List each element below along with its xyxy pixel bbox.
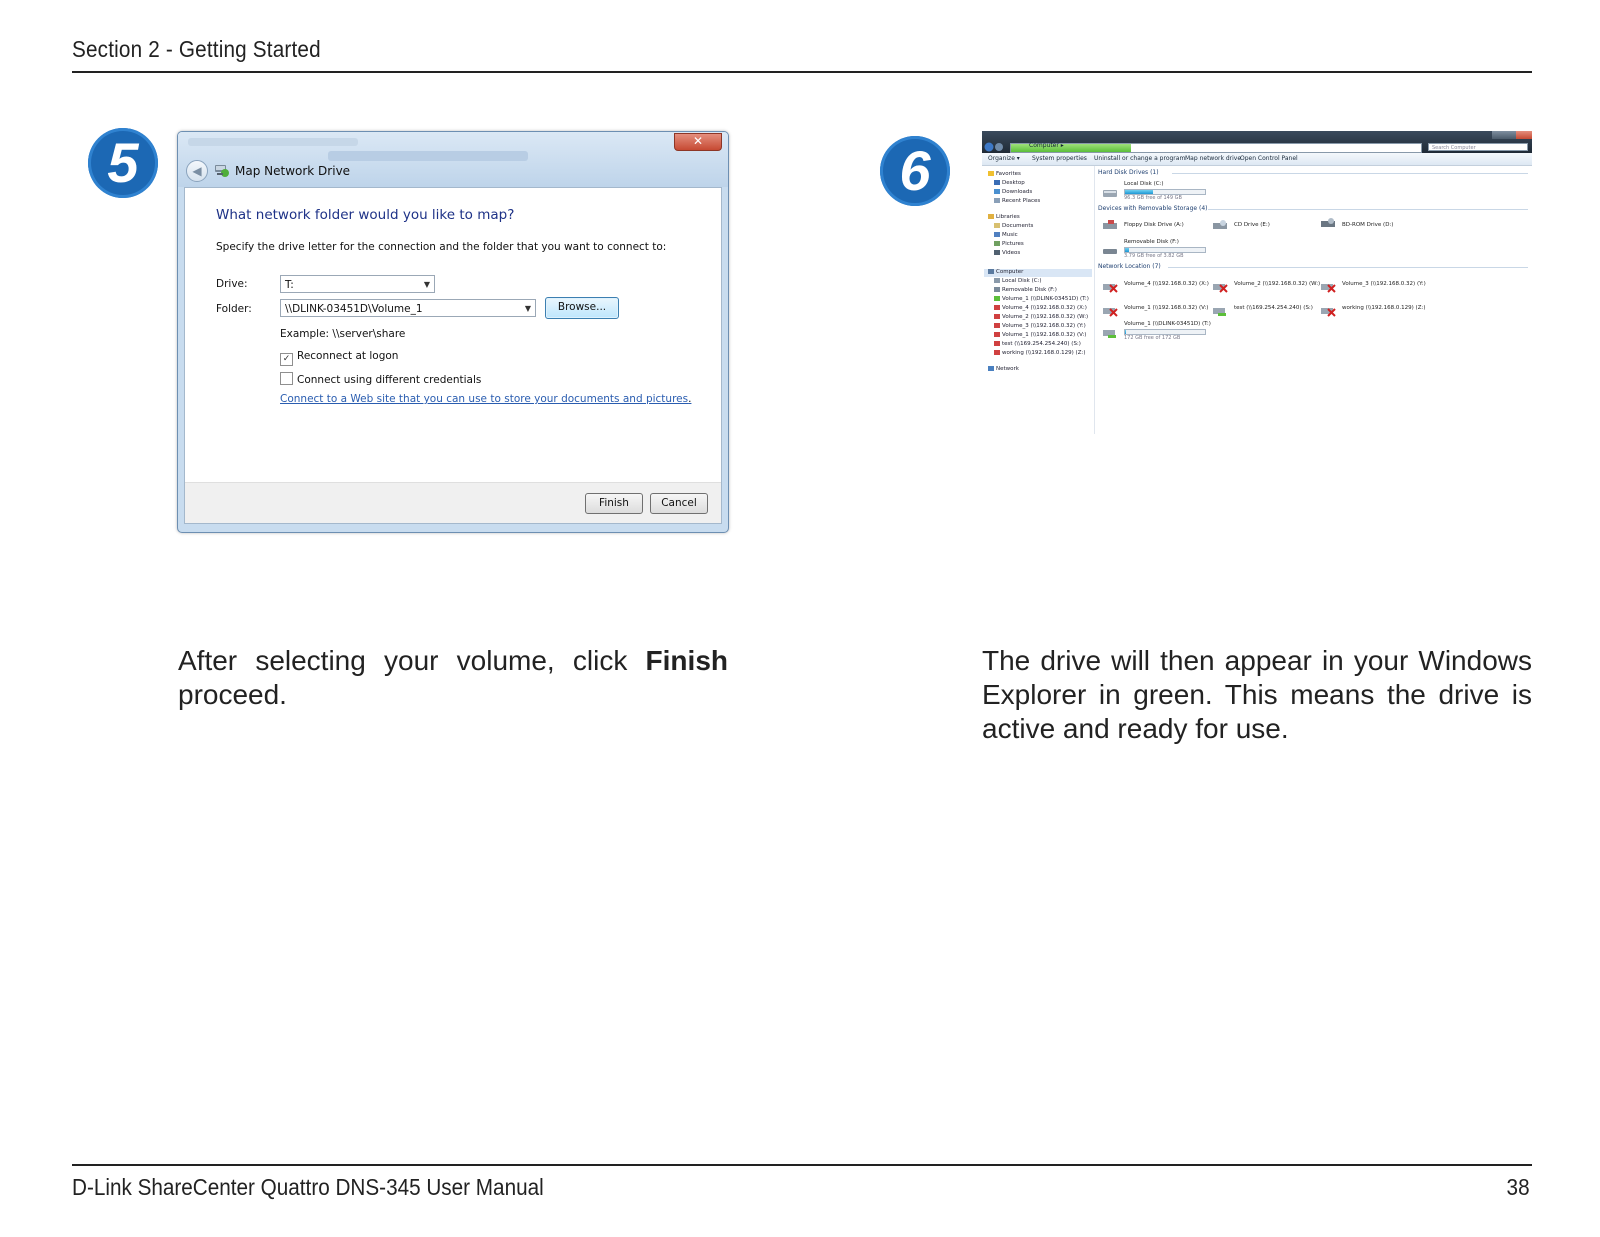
music-icon — [994, 232, 1000, 237]
disconnected-drive-icon — [994, 314, 1000, 319]
close-button[interactable] — [1516, 131, 1532, 139]
folder-value: \\DLINK-03451D\Volume_1 — [285, 303, 423, 315]
desktop-icon — [994, 180, 1000, 185]
nav-volume-w[interactable]: Volume_2 (\\192.168.0.32) (W:) — [994, 314, 1088, 320]
local-disk-size: 96.3 GB free of 149 GB — [1124, 195, 1182, 201]
floppy-drive-icon — [1102, 219, 1118, 231]
drive-value: T: — [285, 279, 294, 291]
nav-recent-places[interactable]: Recent Places — [994, 198, 1040, 204]
nav-libraries[interactable]: Libraries — [988, 214, 1020, 220]
network-volume-t-label[interactable]: Volume_1 (\\DLINK-03451D) (T:) — [1124, 321, 1211, 327]
blurred-title-text — [188, 138, 358, 146]
disconnected-drive-icon — [994, 341, 1000, 346]
nav-documents[interactable]: Documents — [994, 223, 1033, 229]
computer-icon — [988, 269, 994, 274]
disconnected-drive-icon — [1102, 305, 1118, 317]
nav-volume-y[interactable]: Volume_3 (\\192.168.0.32) (Y:) — [994, 323, 1086, 329]
downloads-icon — [994, 189, 1000, 194]
nav-videos[interactable]: Videos — [994, 250, 1020, 256]
navigation-pane — [982, 166, 1095, 434]
network-volume-y-label[interactable]: Volume_3 (\\192.168.0.32) (Y:) — [1342, 281, 1426, 287]
network-drive-icon — [214, 162, 230, 178]
folder-label: Folder: — [216, 303, 252, 315]
credentials-checkbox[interactable] — [280, 372, 293, 385]
cancel-button[interactable]: Cancel — [650, 493, 708, 514]
address-text: Computer ▸ — [1029, 142, 1064, 149]
nav-music[interactable]: Music — [994, 232, 1018, 238]
nav-desktop[interactable]: Desktop — [994, 180, 1025, 186]
dialog-body — [184, 187, 722, 524]
dialog-instruction: Specify the drive letter for the connection and the folder that you want to connect to: — [216, 241, 667, 253]
reconnect-label: Reconnect at logon — [297, 350, 399, 362]
reconnect-checkbox[interactable]: ✓ — [280, 353, 293, 366]
disconnected-drive-icon — [1102, 281, 1118, 293]
back-forward-icon[interactable] — [984, 142, 1006, 152]
toolbar-system-properties[interactable]: System properties — [1032, 155, 1087, 162]
local-disk-label[interactable]: Local Disk (C:) — [1124, 181, 1164, 187]
close-button[interactable]: ✕ — [674, 133, 722, 151]
folder-input[interactable] — [280, 299, 536, 317]
toolbar-map-network-drive[interactable]: Map network drive — [1185, 155, 1242, 162]
library-icon — [988, 214, 994, 219]
windows-explorer-screenshot — [982, 131, 1532, 434]
section-divider — [1208, 209, 1528, 210]
disconnected-drive-icon — [994, 332, 1000, 337]
disconnected-drive-icon — [1320, 305, 1336, 317]
back-arrow-icon[interactable]: ◀ — [186, 160, 208, 182]
disconnected-drive-icon — [1212, 281, 1228, 293]
window-controls[interactable] — [1492, 131, 1516, 139]
finish-button[interactable]: Finish — [585, 493, 643, 514]
dialog-question: What network folder would you like to map? — [216, 207, 515, 223]
explorer-title-bar — [982, 131, 1532, 153]
nav-working-z[interactable]: working (\\192.168.0.129) (Z:) — [994, 350, 1085, 356]
recent-icon — [994, 198, 1000, 203]
nav-network[interactable]: Network — [988, 366, 1019, 372]
nav-computer[interactable]: Computer — [988, 269, 1023, 275]
disconnected-drive-icon — [1320, 281, 1336, 293]
reconnect-option[interactable] — [280, 350, 398, 366]
footer-manual-title: D-Link ShareCenter Quattro DNS-345 User Manual — [72, 1174, 544, 1200]
nav-removable-disk[interactable]: Removable Disk (F:) — [994, 287, 1057, 293]
network-working-z-label[interactable]: working (\\192.168.0.129) (Z:) — [1342, 305, 1426, 311]
star-icon — [988, 171, 994, 176]
removable-disk-size: 3.79 GB free of 3.82 GB — [1124, 253, 1184, 259]
network-volume-w-label[interactable]: Volume_2 (\\192.168.0.32) (W:) — [1234, 281, 1321, 287]
header-rule — [72, 71, 1532, 73]
step-5-text: After selecting your volume, click Finish proceed. — [178, 645, 728, 710]
credentials-option[interactable] — [280, 372, 481, 386]
section-divider — [1168, 267, 1528, 268]
hard-drive-icon — [1102, 187, 1118, 199]
web-site-link-text[interactable]: Connect to a Web site that you can use to store your documents and pictures — [280, 393, 689, 405]
web-site-link[interactable] — [280, 393, 691, 405]
disconnected-drive-icon — [994, 350, 1000, 355]
section-network-location: Network Location (7) — [1098, 263, 1161, 270]
address-bar[interactable] — [1010, 143, 1422, 153]
network-icon — [988, 366, 994, 371]
link-period: . — [688, 393, 692, 405]
folder-example: Example: \\server\share — [280, 328, 406, 340]
map-network-drive-dialog — [177, 131, 729, 533]
disk-icon — [994, 278, 1000, 283]
dialog-title: Map Network Drive — [235, 164, 351, 178]
nav-volume-v[interactable]: Volume_1 (\\192.168.0.32) (V:) — [994, 332, 1086, 338]
bd-rom-drive-icon — [1320, 217, 1336, 229]
section-header: Section 2 - Getting Started — [72, 36, 321, 62]
disconnected-drive-icon — [994, 305, 1000, 310]
removable-disk-icon — [1102, 245, 1118, 257]
step-6-text: The drive will then appear in your Windows Explorer in green. This means the drive is active and ready for use. — [982, 645, 1532, 744]
nav-volume-x[interactable]: Volume_4 (\\192.168.0.32) (X:) — [994, 305, 1087, 311]
chevron-down-icon: ▼ — [524, 304, 531, 313]
nav-favorites[interactable]: Favorites — [988, 171, 1021, 177]
disconnected-drive-icon — [994, 323, 1000, 328]
network-volume-x-label[interactable]: Volume_4 (\\192.168.0.32) (X:) — [1124, 281, 1209, 287]
toolbar-control-panel[interactable]: Open Control Panel — [1240, 155, 1298, 162]
network-volume-t-size: 172 GB free of 172 GB — [1124, 335, 1181, 341]
section-divider — [1172, 173, 1528, 174]
nav-downloads[interactable]: Downloads — [994, 189, 1032, 195]
drive-label: Drive: — [216, 278, 248, 290]
page-number: 38 — [1506, 1174, 1530, 1200]
blurred-title-text — [328, 151, 528, 161]
search-input[interactable]: Search Computer — [1428, 143, 1528, 151]
pictures-icon — [994, 241, 1000, 246]
dialog-footer — [185, 482, 721, 523]
drive-select[interactable] — [280, 275, 435, 293]
explorer-toolbar — [982, 153, 1532, 166]
nav-volume-t[interactable]: Volume_1 (\\DLINK-03451D) (T:) — [994, 296, 1089, 302]
cd-drive-label[interactable]: CD Drive (E:) — [1234, 222, 1270, 228]
step-5-badge: 5 — [88, 128, 158, 198]
section-removable-storage: Devices with Removable Storage (4) — [1098, 205, 1208, 212]
step-6-badge: 6 — [880, 136, 950, 206]
network-drive-icon — [1212, 305, 1228, 317]
browse-button[interactable]: Browse... — [545, 297, 619, 319]
section-hard-disk-drives: Hard Disk Drives (1) — [1098, 169, 1159, 176]
footer-rule — [72, 1164, 1532, 1166]
videos-icon — [994, 250, 1000, 255]
chevron-down-icon: ▼ — [423, 280, 430, 289]
removable-disk-label[interactable]: Removable Disk (F:) — [1124, 239, 1179, 245]
network-drive-icon — [994, 296, 1000, 301]
toolbar-organize[interactable]: Organize ▾ — [988, 155, 1020, 162]
network-test-s-label[interactable]: test (\\169.254.254.240) (S:) — [1234, 305, 1313, 311]
nav-local-disk[interactable]: Local Disk (C:) — [994, 278, 1042, 284]
documents-icon — [994, 223, 1000, 228]
toolbar-uninstall[interactable]: Uninstall or change a program — [1094, 155, 1186, 162]
finish-emphasis: Finish — [645, 645, 728, 676]
nav-test-s[interactable]: test (\\169.254.254.240) (S:) — [994, 341, 1081, 347]
floppy-drive-label[interactable]: Floppy Disk Drive (A:) — [1124, 222, 1184, 228]
credentials-label: Connect using different credentials — [297, 374, 482, 386]
nav-pictures[interactable]: Pictures — [994, 241, 1024, 247]
network-drive-icon — [1102, 327, 1118, 339]
cd-drive-icon — [1212, 219, 1228, 231]
bd-rom-drive-label[interactable]: BD-ROM Drive (D:) — [1342, 222, 1394, 228]
network-volume-v-label[interactable]: Volume_1 (\\192.168.0.32) (V:) — [1124, 305, 1209, 311]
usb-icon — [994, 287, 1000, 292]
